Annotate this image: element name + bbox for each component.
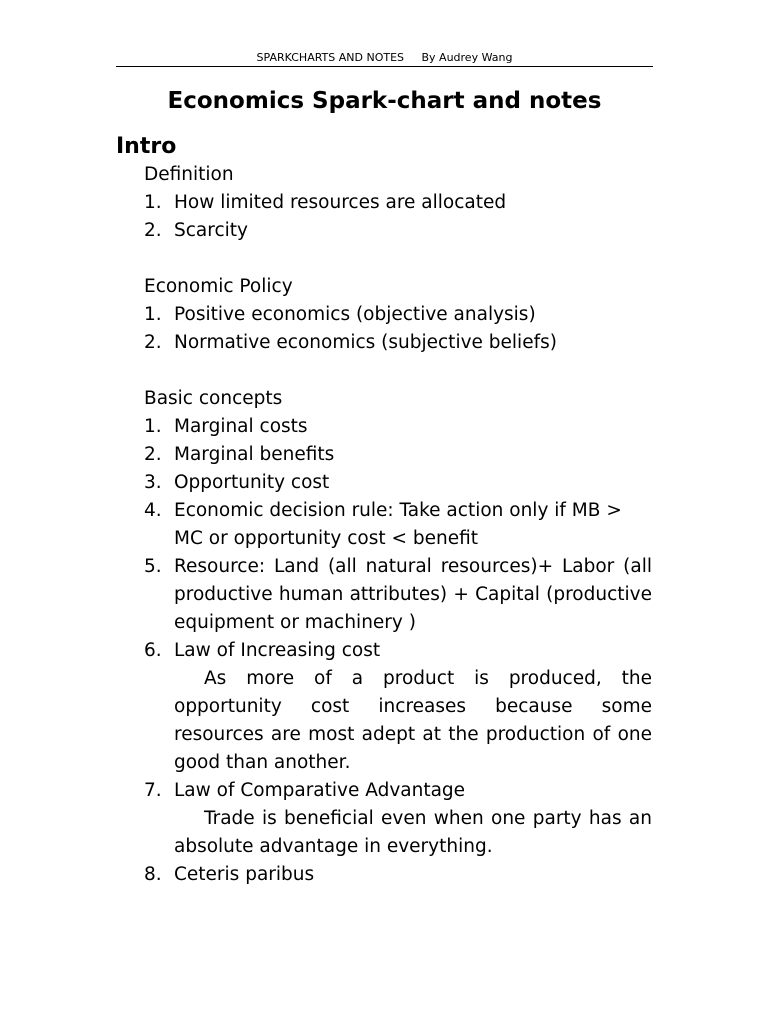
list-item bbox=[144, 329, 652, 357]
list-item-text: Marginal benefits bbox=[174, 444, 335, 465]
list-item-detail: As more of a product is produced, the opportunity cost increases because some resources are most adept at the production of one good than another. bbox=[174, 668, 652, 773]
list-item-text: Opportunity cost bbox=[174, 472, 330, 493]
list-item bbox=[144, 553, 652, 637]
list-item-text: Law of Comparative Advantage bbox=[174, 780, 466, 801]
list-item-number: 4. bbox=[144, 500, 162, 521]
group-label-definition: Definition bbox=[144, 164, 234, 185]
list-item bbox=[144, 217, 652, 245]
list-item-text: Law of Increasing cost bbox=[174, 640, 381, 661]
section-heading-intro: Intro bbox=[116, 134, 177, 159]
list-item bbox=[144, 441, 652, 469]
list-item-number: 1. bbox=[144, 304, 162, 325]
list-item-text: Normative economics (subjective beliefs) bbox=[174, 332, 557, 353]
list-item-number: 1. bbox=[144, 416, 162, 437]
list-item-text: Scarcity bbox=[174, 220, 248, 241]
list-item bbox=[144, 189, 652, 217]
list-item-number: 6. bbox=[144, 640, 162, 661]
list-item bbox=[144, 777, 652, 861]
list-item-detail: Trade is beneficial even when one party has an absolute advantage in everything. bbox=[174, 808, 652, 857]
list-item-number: 2. bbox=[144, 220, 162, 241]
list-item-body bbox=[174, 637, 652, 777]
list-item-number: 5. bbox=[144, 556, 162, 577]
list-item bbox=[144, 413, 652, 441]
list-item bbox=[144, 497, 652, 553]
list-item-number: 7. bbox=[144, 780, 162, 801]
group-label-basic-concepts: Basic concepts bbox=[144, 388, 283, 409]
list-item-body bbox=[174, 777, 652, 861]
list-item-number: 2. bbox=[144, 444, 162, 465]
list-item-number: 3. bbox=[144, 472, 162, 493]
list-item-text: Positive economics (objective analysis) bbox=[174, 304, 536, 325]
blank-line bbox=[144, 245, 652, 273]
list-item-number: 8. bbox=[144, 864, 162, 885]
list-item-text: Resource: Land (all natural resources)+ Labor (all productive human attributes) + Capital (productive equipment or machinery ) bbox=[174, 556, 652, 633]
header-rule bbox=[116, 66, 653, 67]
group-label-economic-policy: Economic Policy bbox=[144, 276, 293, 297]
list-item-text: Ceteris paribus bbox=[174, 864, 315, 885]
running-header: SPARKCHARTS AND NOTES By Audrey Wang bbox=[256, 51, 513, 64]
document-title: Economics Spark-chart and notes bbox=[167, 88, 602, 114]
list-item bbox=[144, 301, 652, 329]
list-item-text: Economic decision rule: Take action only if MB > MC or opportunity cost < benefit bbox=[174, 500, 622, 549]
list-item-text: Marginal costs bbox=[174, 416, 308, 437]
list-item bbox=[144, 637, 652, 777]
list-item-number: 2. bbox=[144, 332, 162, 353]
list-item bbox=[144, 861, 652, 889]
list-item-number: 1. bbox=[144, 192, 162, 213]
list-item bbox=[144, 469, 652, 497]
blank-line bbox=[144, 357, 652, 385]
list-item-text: How limited resources are allocated bbox=[174, 192, 507, 213]
section-content bbox=[144, 161, 652, 889]
